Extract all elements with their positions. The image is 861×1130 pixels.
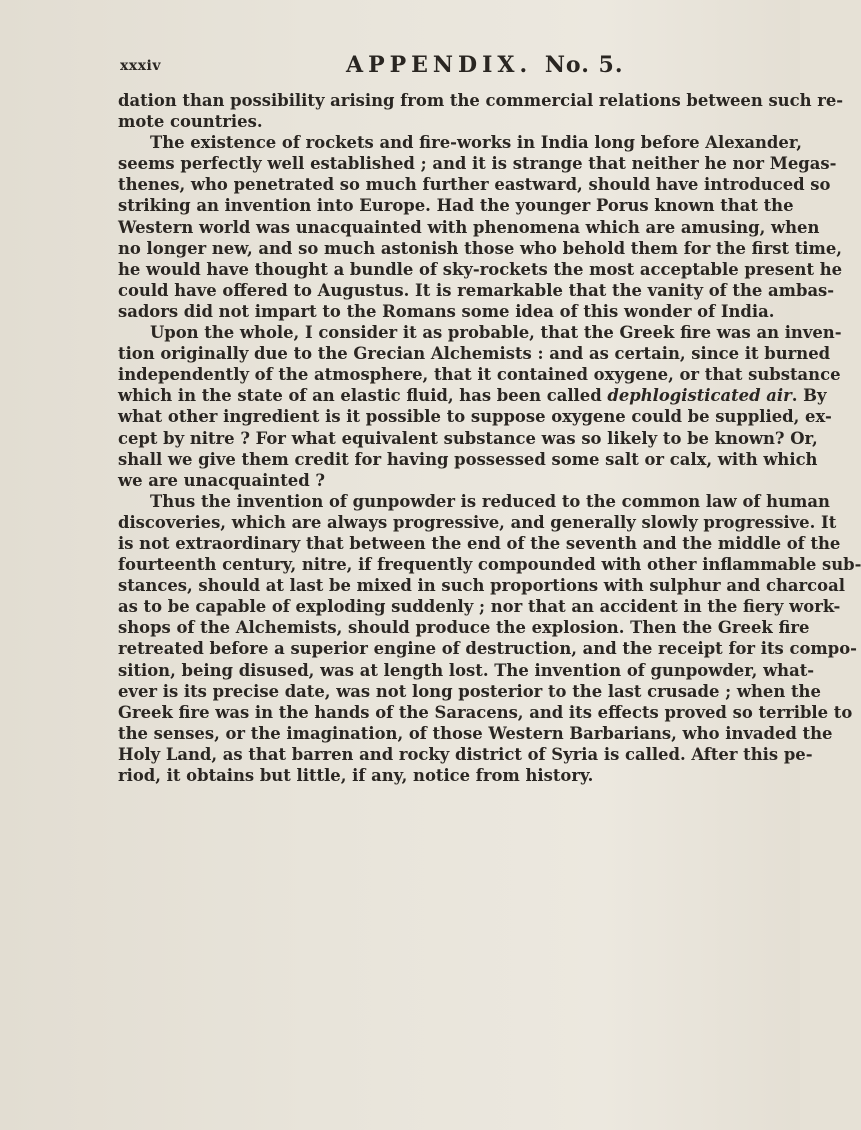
text-line: ever is its precise date, was not long posterior to the last crusade ; when the [118, 681, 821, 701]
text-line: which in the state of an elastic fluid, has been called dephlogisticated air. By [118, 386, 827, 406]
running-head-title: APPENDIX. [346, 52, 533, 78]
text-line: independently of the atmosphere, that it contained oxygene, or that substance [118, 365, 841, 385]
italic-term: dephlogisticated air [607, 386, 792, 406]
page-header [118, 52, 678, 82]
text-line: sition, being disused, was at length lost. The invention of gunpowder, what- [118, 660, 815, 680]
running-head-number: No. 5. [544, 52, 624, 78]
text-line: The existence of rockets and fire-works in India long before Alexander, [150, 133, 802, 153]
body-text [118, 90, 861, 786]
text-line: sadors did not impart to the Romans some idea of this wonder of India. [118, 301, 775, 321]
text-line: shops of the Alchemists, should produce the explosion. Then the Greek fire [118, 618, 810, 638]
text-line: could have offered to Augustus. It is remarkable that the vanity of the ambas- [118, 280, 835, 300]
text-line: Greek fire was in the hands of the Saracens, and its effects proved so terrible to [118, 702, 853, 722]
text-line: the senses, or the imagination, of those Western Barbarians, who invaded the [118, 723, 833, 743]
text-line: Western world was unacquainted with phenomena which are amusing, when [118, 217, 820, 237]
text-line: as to be capable of exploding suddenly ; nor that an accident in the fiery work- [118, 597, 841, 617]
text-line: tion originally due to the Grecian Alchemists : and as certain, since it burned [118, 344, 831, 364]
text-line: Upon the whole, I consider it as probable, that the Greek fire was an inven- [150, 323, 842, 343]
paragraph [118, 322, 842, 491]
text-line: shall we give them credit for having possessed some salt or calx, with which [118, 449, 818, 469]
text-line: riod, it obtains but little, if any, notice from history. [118, 766, 594, 785]
text-line: what other ingredient is it possible to suppose oxygene could be supplied, ex- [118, 407, 832, 427]
text-line: fourteenth century, nitre, if frequently compounded with other inflammable sub- [118, 555, 861, 575]
text-line: mote countries. [118, 112, 263, 132]
text-line: retreated before a superior engine of destruction, and the receipt for its compo- [118, 639, 857, 659]
text-line: dation than possibility arising from the commercial relations between such re- [118, 91, 844, 110]
text-line: striking an invention into Europe. Had the younger Porus known that the [118, 196, 794, 216]
page-number: xxxiv [120, 58, 161, 74]
text-line: thenes, who penetrated so much further eastward, should have introduced so [118, 175, 831, 195]
text-line: discoveries, which are always progressive, and generally slowly progressive. It [118, 512, 837, 532]
paragraph [118, 491, 861, 786]
text-line: stances, should at last be mixed in such proportions with sulphur and charcoal [118, 576, 845, 596]
text-line: no longer new, and so much astonish those who behold them for the first time, [118, 238, 842, 258]
text-line: is not extraordinary that between the end of the seventh and the middle of the [118, 533, 841, 553]
text-line: we are unacquainted ? [118, 470, 325, 490]
running-head [346, 52, 624, 78]
text-line: seems perfectly well established ; and it is strange that neither he nor Megas- [118, 154, 837, 174]
text-line: cept by nitre ? For what equivalent substance was so likely to be known? Or, [118, 428, 818, 448]
text-line: he would have thought a bundle of sky-rockets the most acceptable present he [118, 259, 843, 279]
text-line: Thus the invention of gunpowder is reduced to the common law of human [150, 491, 830, 511]
text-line: Holy Land, as that barren and rocky district of Syria is called. After this pe- [118, 744, 813, 764]
paragraph [118, 90, 844, 132]
paragraph [118, 132, 843, 322]
